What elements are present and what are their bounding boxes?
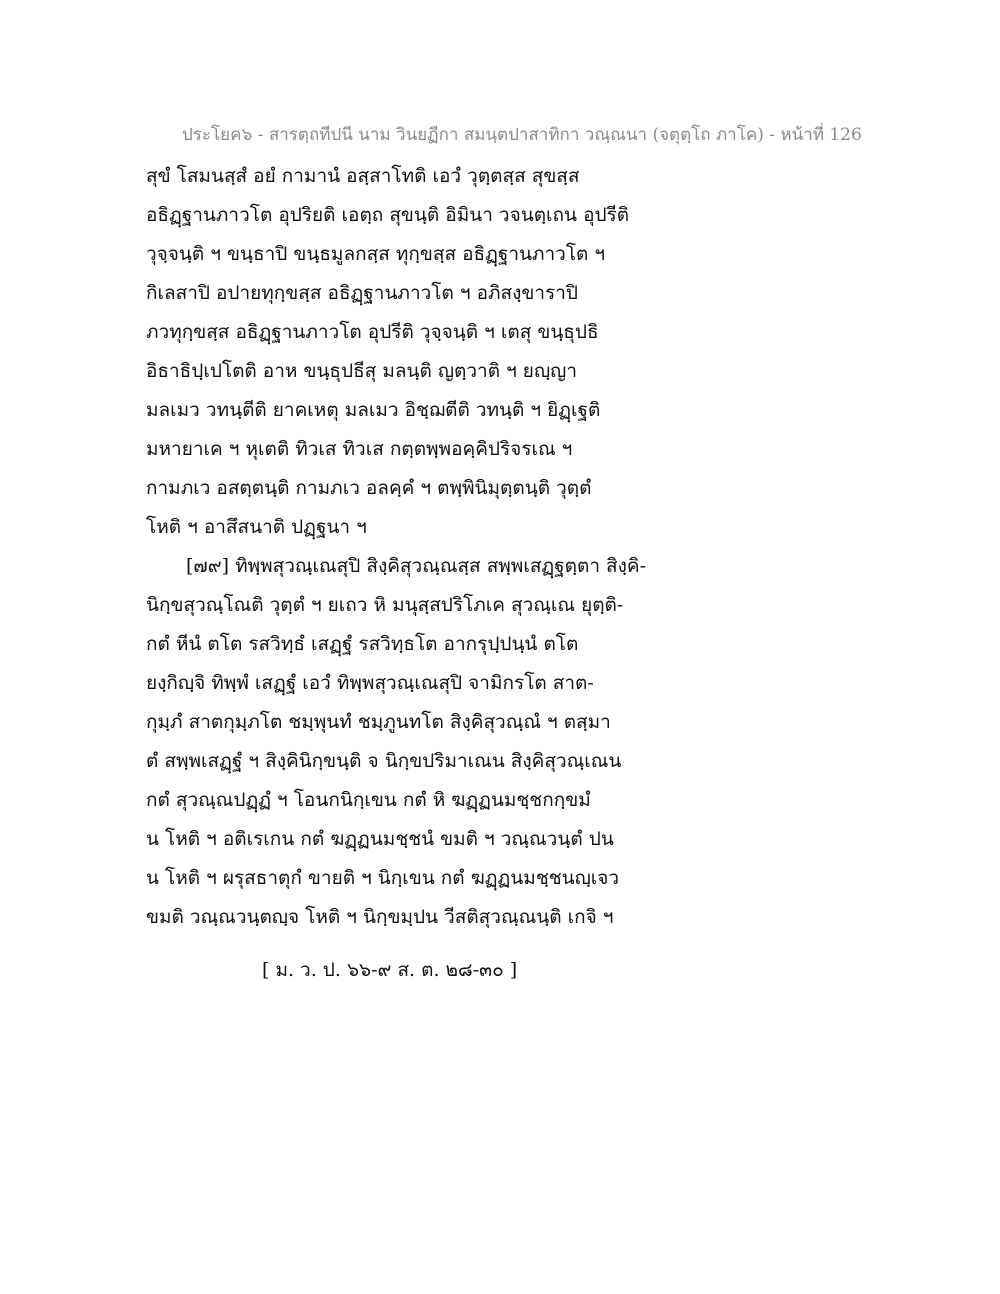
text-line: [๗๙] ทิพฺพสุวณฺเณสุปิ สิงฺคิสุวณฺณสฺส สพฺพเสฏฺฐตฺตา สิงฺคิ- <box>186 555 647 577</box>
paragraph-1 <box>146 157 686 547</box>
text-line: วุจฺจนฺติ ฯ ขนฺธาปิ ขนฺธมูลกสฺส ทุกฺขสฺส อธิฏฺฐานภาวโต ฯ <box>146 243 606 265</box>
text-line: มหายาเค ฯ หุเตติ ทิวเส ทิวเส กตฺตพฺพอคฺคิปริจรเณ ฯ <box>146 438 573 460</box>
text-line: อธิฏฺฐานภาวโต อุปริยติ เอตฺถ สุขนฺติ อิมินา วจนตฺเถน อุปรีติ <box>146 204 630 226</box>
text-line: มลเมว วทนฺตีติ ยาคเหตุ มลเมว อิชฺฌตีติ วทนฺติ ฯ ยิฏฺเฐติ <box>146 399 601 421</box>
text-line: อิธาธิปฺเปโตติ อาห ขนฺธุปธีสุ มลนฺติ ญตฺวาติ ฯ ยญฺญา <box>146 360 577 382</box>
text-line: ยงฺกิญฺจิ ทิพฺพํ เสฏฺฐํ เอวํ ทิพฺพสุวณฺเณสุปิ จามิกรโต สาต- <box>146 672 594 694</box>
text-line: กิเลสาปิ อปายทุกฺขสฺส อธิฏฺฐานภาวโต ฯ อภิสงฺขาราปิ <box>146 282 578 304</box>
text-line: กตํ หีนํ ตโต รสวิทฺธํ เสฏฺฐํ รสวิทฺธโต อากรุปฺปนฺนํ ตโต <box>146 633 579 655</box>
text-line: กตํ สุวณฺณปฏฺฏํ ฯ โอนกนิกฺเขน กตํ หิ ฆฏฺฏนมชฺชกกฺขมํ <box>146 789 591 811</box>
running-header: ประโยค๖ - สารตฺถทีปนี นาม วินยฏีกา สมนฺตปาสาทิกา วณฺณนา (จตุตฺโถ ภาโค) - หน้าที่ 126 <box>182 125 862 145</box>
body-text <box>146 157 686 937</box>
text-line: นิกฺขสุวณฺโณติ วุตฺตํ ฯ ยเถว หิ มนุสฺสปริโภเค สุวณฺเณ ยุตฺติ- <box>146 594 624 616</box>
text-line: กุมฺภํ สาตกุมฺภโต ชมฺพุนทํ ชมฺภูนทโต สิงฺคิสุวณฺณํ ฯ ตสฺมา <box>146 711 611 733</box>
text-line: ภวทุกฺขสฺส อธิฏฺฐานภาวโต อุปรีติ วุจฺจนฺติ ฯ เตสุ ขนฺธุปธิ <box>146 321 599 343</box>
text-line: ขมติ วณฺณวนฺตญฺจ โหติ ฯ นิกฺขมฺปน วีสติสุวณฺณนฺติ เกจิ ฯ <box>146 906 614 928</box>
text-line: น โหติ ฯ อติเรเกน กตํ ฆฏฺฏนมชฺชนํ ขมติ ฯ วณฺณวนฺตํ ปน <box>146 828 614 850</box>
source-reference: [ ม. ว. ป. ๖๖-๙ ส. ต. ๒๘-๓๐ ] <box>262 959 518 981</box>
paragraph-2 <box>146 547 686 937</box>
text-line: ตํ สพฺพเสฏฺฐํ ฯ สิงฺคินิกฺขนฺติ จ นิกฺขปริมาเณน สิงฺคิสุวณฺเณน <box>146 750 622 772</box>
text-line: น โหติ ฯ ผรุสธาตุกํ ขายติ ฯ นิกฺเขน กตํ ฆฏฺฏนมชฺชนญฺเจว <box>146 867 620 889</box>
text-line: กามภเว อสตฺตนฺติ กามภเว อลคฺคํ ฯ ตพฺพินิมุตฺตนฺติ วุตฺตํ <box>146 477 592 499</box>
text-line: สุขํ โสมนสฺสํ อยํ กามานํ อสฺสาโทติ เอวํ วุตฺตสฺส สุขสฺส <box>146 165 580 187</box>
text-line: โหติ ฯ อาสึสนาติ ปฏฺฐนา ฯ <box>146 516 367 538</box>
